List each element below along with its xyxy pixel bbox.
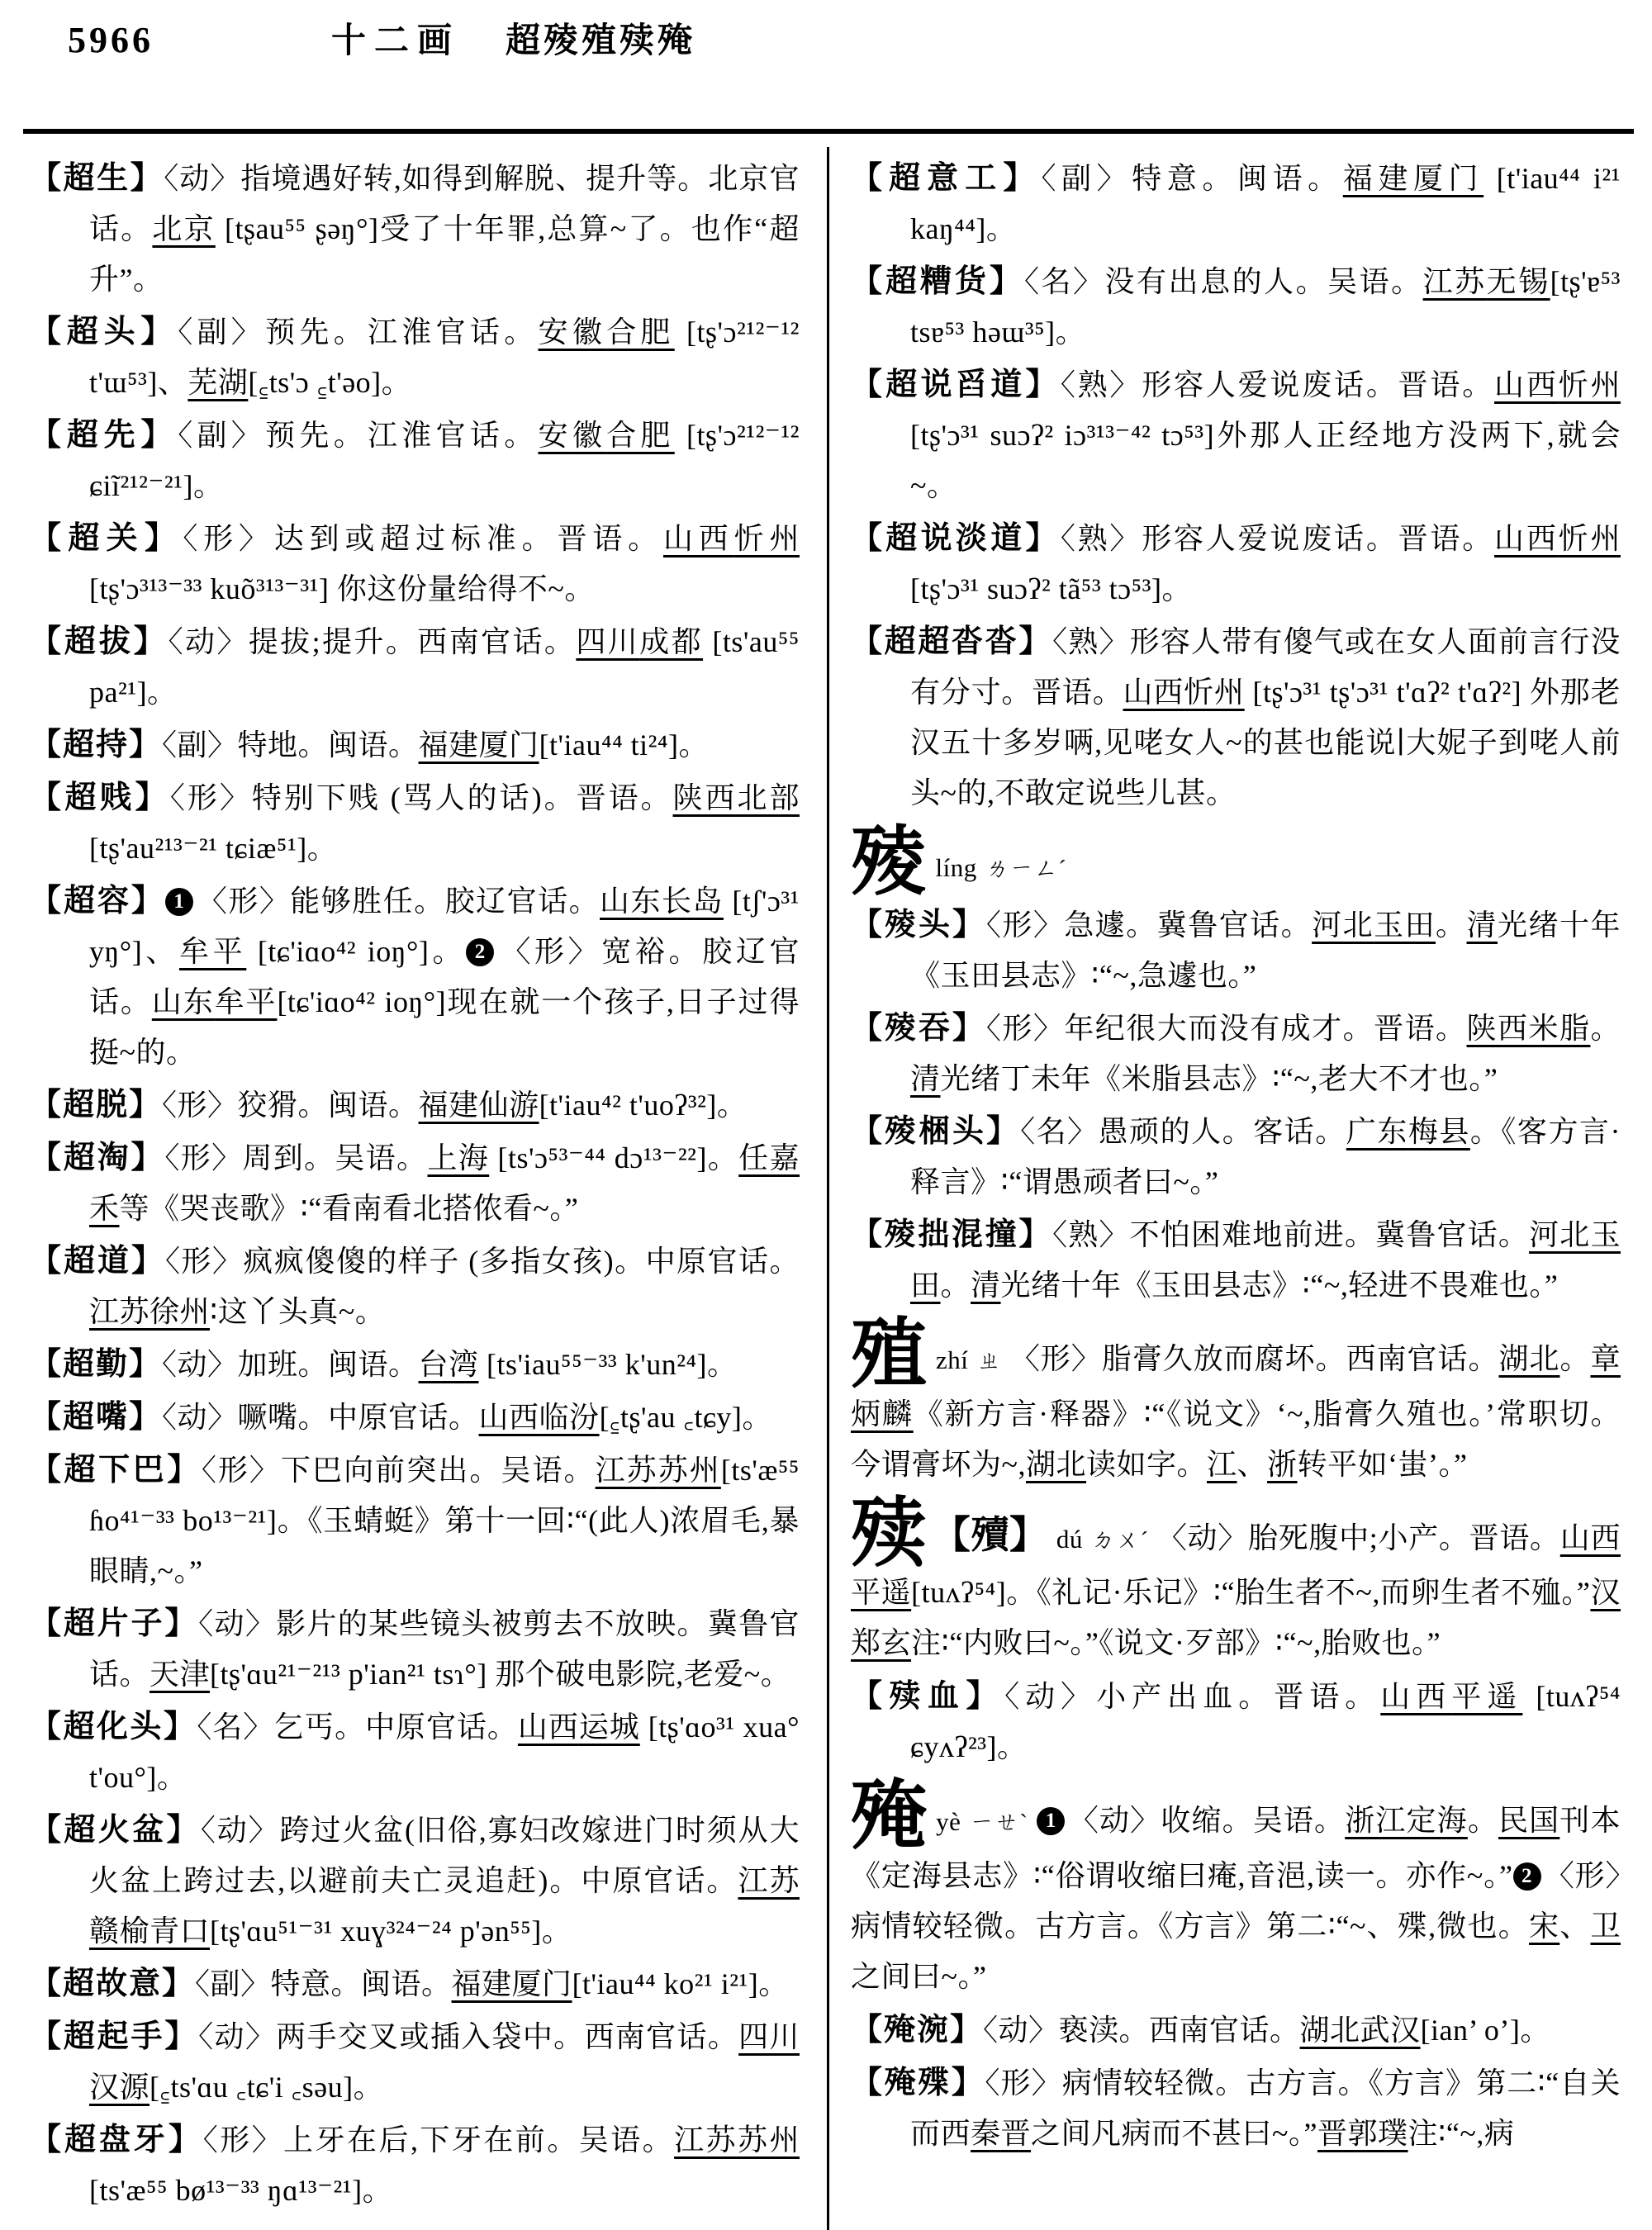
definition-text: [tɕ'iɑo⁴² ioŋ°]现在就一个孩子,日子过得挺~的。 xyxy=(89,985,800,1069)
entry-headword: 【超先】 xyxy=(30,418,178,453)
definition-text: 注∶“内败曰~。”《说文·歹部》∶“~,胎败也。” xyxy=(911,1626,1441,1660)
definition-text: 〈形〉病情较轻微。古方言。《方言》第二∶“~、殜,微也。 xyxy=(851,1859,1621,1943)
entry-headword: 【超意工】 xyxy=(851,161,1042,196)
dictionary-entry xyxy=(30,1236,800,1337)
circled-sense-number: 2 xyxy=(466,938,494,966)
definition-text: 〈形〉脂膏久放而腐坏。西南官话。 xyxy=(1009,1341,1499,1375)
entry-headword: 【超勤】 xyxy=(30,1347,163,1382)
entry-headword: 【超说舀道】 xyxy=(851,368,1061,402)
dictionary-entry xyxy=(30,773,800,874)
entry-headword: 【殗殜】 xyxy=(851,2066,985,2101)
header-rule xyxy=(23,129,1634,134)
definition-text: 。 xyxy=(1436,908,1467,942)
proper-noun: 合肥 xyxy=(606,419,675,452)
head-character-entry xyxy=(851,1312,1621,1490)
dictionary-entry xyxy=(30,1393,800,1443)
entry-headword: 【超容】 xyxy=(30,884,165,918)
proper-noun: 江苏 xyxy=(89,1295,150,1328)
proper-noun: 武汉 xyxy=(1360,2014,1421,2047)
proper-noun: 长岛 xyxy=(662,885,724,918)
proper-noun: 平遥 xyxy=(1451,1680,1523,1714)
proper-noun: 福建 xyxy=(451,1967,512,2000)
entry-headword: 【殗涴】 xyxy=(851,2013,984,2048)
proper-noun: 成都 xyxy=(639,625,703,658)
proper-noun: 湖北 xyxy=(1498,1341,1560,1375)
head-character-entry xyxy=(851,820,1621,904)
proper-noun: 厦门 xyxy=(478,728,539,762)
definition-text: 〈形〉狡猾。闽语。 xyxy=(162,1089,419,1122)
dictionary-entry xyxy=(851,514,1621,614)
definition-text: 读如字。 xyxy=(1086,1447,1208,1481)
dictionary-entry xyxy=(30,1959,800,2009)
definition-text: [tɕ'iɑo⁴² ioŋ°]。 xyxy=(246,935,467,968)
definition-text: 注∶“~,病 xyxy=(1408,2117,1515,2151)
dictionary-entry xyxy=(851,257,1621,358)
definition-text: 〈名〉愚顽的人。客话。 xyxy=(1020,1114,1346,1148)
proper-noun: 米脂 xyxy=(1528,1011,1591,1045)
definition-text: 〈动〉加班。闽语。 xyxy=(162,1348,419,1381)
proper-noun: 上海 xyxy=(427,1141,490,1174)
definition-text: [tuʌʔ⁵⁴ ɕyʌʔ²³]。 xyxy=(910,1680,1621,1764)
proper-noun: 台湾 xyxy=(418,1348,479,1381)
definition-text: 〈副〉特意。闽语。 xyxy=(1041,162,1343,195)
definition-text: 〈形〉病情较轻微。古方言。《方言》第二∶“自关而西 xyxy=(910,2066,1621,2151)
dictionary-entry xyxy=(30,1080,800,1131)
definition-text: 〈动〉影片的某些镜头被剪去不放映。冀鲁官话。 xyxy=(89,1607,800,1691)
head-character: 殖 xyxy=(851,1312,928,1397)
entry-headword: 【超头】 xyxy=(30,315,178,349)
proper-noun: 福建 xyxy=(418,1089,479,1122)
entry-headword: 【超盘牙】 xyxy=(30,2123,203,2157)
proper-noun: 宋 xyxy=(1529,1910,1560,1943)
definition-text: 〈形〉下巴向前突出。吴语。 xyxy=(201,1454,596,1487)
dictionary-entry xyxy=(30,1340,800,1390)
entry-headword: 【超火盆】 xyxy=(30,1813,201,1848)
proper-noun: 江苏 xyxy=(738,1864,800,1897)
proper-noun: 山西 xyxy=(478,1401,539,1434)
definition-text: 〈形〉急遽。冀鲁官话。 xyxy=(985,908,1313,942)
proper-noun: 陕西 xyxy=(1466,1011,1529,1045)
proper-noun: 汉 xyxy=(1590,1576,1621,1610)
proper-noun: 河北 xyxy=(1312,908,1374,942)
proper-noun: 湖北 xyxy=(1025,1447,1086,1481)
proper-noun: 安徽 xyxy=(538,419,607,452)
definition-text: 光绪十年《玉田县志》∶“~,急遽也。” xyxy=(910,908,1621,992)
proper-noun: 山西 xyxy=(1494,522,1559,555)
left-column xyxy=(30,154,800,2227)
header-head-characters: 超㱥殖㱩殗 xyxy=(506,22,696,60)
proper-noun: 临汾 xyxy=(539,1401,600,1434)
definition-text: [ts'æ⁵⁵ ɦo⁴¹⁻³³ bo¹³⁻²¹]。《玉蜻蜓》第十一回∶“(此人)浓眉毛,暴眼睛,~。” xyxy=(89,1454,800,1587)
proper-noun: 郑玄 xyxy=(851,1626,912,1660)
pinyin: zhí xyxy=(935,1345,969,1374)
entry-headword: 【㱥吞】 xyxy=(851,1010,986,1046)
dictionary-entry xyxy=(30,720,800,771)
dictionary-entry xyxy=(30,2012,800,2113)
proper-noun: 浙 xyxy=(1267,1447,1298,1481)
head-character: 㱩 xyxy=(851,1491,928,1576)
pinyin: líng xyxy=(935,853,977,882)
entry-headword: 【超糟货】 xyxy=(851,264,1025,299)
definition-text: 《新方言·释器》∶“《说文》‘~,脂膏久殖也。’常职切。今谓膏坏为~, xyxy=(851,1397,1621,1481)
definition-text: 〈副〉预先。江淮官话。 xyxy=(178,316,539,349)
entry-headword: 【超道】 xyxy=(30,1244,165,1279)
entry-headword: 【㱥梱头】 xyxy=(851,1113,1021,1149)
proper-noun: 山西 xyxy=(1559,1521,1621,1554)
definition-text: [tʂ'ɑo³¹ xua° t'ou°]。 xyxy=(89,1710,800,1794)
definition-text: 〈形〉疯疯傻傻的样子 (多指女孩)。中原官话。 xyxy=(164,1245,800,1278)
entry-headword: 【超嘴】 xyxy=(30,1400,163,1435)
definition-text: 〈动〉跨过火盆(旧俗,寡妇改嫁进门时须从大火盆上跨过去,以避前夫亡灵追赶)。中原官话。 xyxy=(89,1814,800,1897)
proper-noun: 河北 xyxy=(1529,1217,1591,1251)
dictionary-entry xyxy=(851,1107,1621,1208)
definition-text: [t'iau⁴² t'uoʔ³²]。 xyxy=(539,1089,748,1122)
proper-noun: 徐州 xyxy=(150,1295,211,1328)
proper-noun: 平遥 xyxy=(851,1576,912,1610)
dictionary-entry xyxy=(30,617,800,718)
proper-noun: 赣榆青口 xyxy=(89,1914,211,1948)
proper-noun: 清 xyxy=(910,1061,941,1095)
proper-noun: 忻州 xyxy=(733,522,800,555)
entry-headword: 【超说淡道】 xyxy=(851,521,1061,556)
entry-headword: 【超淘】 xyxy=(30,1141,165,1175)
dictionary-entry xyxy=(30,154,800,305)
definition-text: 。 xyxy=(940,1268,971,1302)
definition-text: 光绪丁未年《米脂县志》∶“~,老大不才也。” xyxy=(940,1061,1498,1095)
definition-text: [tuʌʔ⁵⁴]。《礼记·乐记》∶“胎生者不~,而卵生者不殈。” xyxy=(911,1576,1591,1610)
definition-text: 〈动〉小产出血。晋语。 xyxy=(1004,1680,1381,1714)
proper-noun: 厦门 xyxy=(511,1967,572,2000)
proper-noun: 牟平 xyxy=(214,985,278,1018)
dictionary-entry xyxy=(30,876,800,1078)
entry-headword: 【㱥拙混撞】 xyxy=(851,1217,1053,1252)
proper-noun: 玉田 xyxy=(910,1217,1621,1302)
proper-noun: 广东 xyxy=(1346,1114,1408,1148)
definition-text: [t'iau⁴⁴ i²¹ kaŋ⁴⁴]。 xyxy=(910,162,1621,245)
definition-text: 〈动〉提拔;提升。西南官话。 xyxy=(168,625,577,658)
proper-noun: 任嘉禾 xyxy=(89,1141,800,1225)
entry-headword: 【超贱】 xyxy=(30,780,170,815)
circled-sense-number: 1 xyxy=(165,888,193,916)
definition-text: 〈动〉噘嘴。中原官话。 xyxy=(162,1401,479,1434)
dictionary-entry xyxy=(851,360,1621,511)
proper-noun: 山东 xyxy=(600,885,662,918)
definition-text: [tʂ'ɑu²¹⁻²¹³ p'ian²¹ tsɿ°] 那个破电影院,老爱~。 xyxy=(210,1658,791,1691)
proper-noun: 苏州 xyxy=(738,2123,800,2156)
definition-text: 光绪十年《玉田县志》∶“~,轻进不畏难也。” xyxy=(1000,1268,1559,1302)
definition-text: 〈动〉胎死腹中;小产。晋语。 xyxy=(1156,1521,1560,1554)
definition-text: 〈熟〉形容人爱说废话。晋语。 xyxy=(1060,522,1495,555)
definition-text: [tʂ'ɑu⁵¹⁻³¹ xuɣ³²⁴⁻²⁴ p'ən⁵⁵]。 xyxy=(210,1914,572,1948)
proper-noun: 湖北 xyxy=(1299,2014,1360,2047)
entry-headword: 【㱥头】 xyxy=(851,907,986,942)
proper-noun: 苏州 xyxy=(657,1454,721,1487)
proper-noun: 民国 xyxy=(1498,1804,1560,1838)
proper-noun: 江苏 xyxy=(1422,265,1487,298)
definition-text: 〈形〉达到或超过标准。晋语。 xyxy=(183,522,663,555)
head-character: 㱥 xyxy=(851,820,928,904)
definition-text: 〈名〉没有出息的人。吴语。 xyxy=(1024,265,1423,298)
proper-noun: 北京 xyxy=(152,212,216,245)
definition-text: 〈副〉特地。闽语。 xyxy=(162,728,419,762)
dictionary-entry xyxy=(851,2005,1621,2056)
definition-text: [ts'iau⁵⁵⁻³³ k'un²⁴]。 xyxy=(478,1348,738,1381)
proper-noun: 山东 xyxy=(151,985,215,1018)
definition-text: 刊本《定海县志》∶“俗谓收缩曰痷,音浥,读一。亦作~。” xyxy=(851,1804,1621,1893)
proper-noun: 郭璞 xyxy=(1347,2117,1408,2151)
proper-noun: 江苏 xyxy=(595,1454,658,1487)
proper-noun: 江苏 xyxy=(674,2123,738,2156)
proper-noun: 福建 xyxy=(418,728,479,762)
proper-noun: 牟平 xyxy=(178,935,247,968)
proper-noun: 安徽 xyxy=(538,316,607,349)
definition-text: [tʂ'ɔ³¹ suɔʔ² iɔ³¹³⁻⁴² tɔ⁵³]外那人正经地方没两下,就会~。 xyxy=(910,419,1621,502)
variant-form: 【殰】 xyxy=(932,1513,1048,1556)
stroke-count-section: 十二画 xyxy=(331,22,461,60)
dictionary-entry xyxy=(851,154,1621,254)
head-character-entry xyxy=(851,1491,1621,1669)
dictionary-entry xyxy=(30,307,800,408)
proper-noun: 仙游 xyxy=(478,1089,539,1122)
definition-text: 。 xyxy=(1559,1341,1591,1375)
proper-noun: 玉田 xyxy=(1374,908,1436,942)
definition-text: [tʂ'ɔ²¹²⁻¹² t'ɯ⁵³]、 xyxy=(89,316,800,399)
page-header xyxy=(68,13,695,63)
proper-noun: 无锡 xyxy=(1486,265,1550,298)
dictionary-entry xyxy=(30,1445,800,1597)
dictionary-entry xyxy=(851,900,1621,1001)
proper-noun: 忻州 xyxy=(1184,676,1245,709)
definition-text: 〈形〉年纪很大而没有成才。晋语。 xyxy=(985,1011,1467,1045)
definition-text: [tʂau⁵⁵ ʂəŋ°]受了十年罪,总算~了。也作“超升”。 xyxy=(89,212,800,296)
definition-text: [ts'ɔ⁵³⁻⁴⁴ dɔ¹³⁻²²]。 xyxy=(489,1141,739,1174)
entry-headword: 【超片子】 xyxy=(30,1606,199,1641)
proper-noun: 山西 xyxy=(1494,368,1559,401)
definition-text: 〈熟〉不怕困难地前进。冀鲁官话。 xyxy=(1052,1217,1530,1251)
proper-noun: 芜湖 xyxy=(188,366,249,399)
entry-headword: 【超拔】 xyxy=(30,624,169,659)
definition-text: 〈熟〉形容人爱说废话。晋语。 xyxy=(1060,368,1495,401)
definition-text: 〈动〉亵渎。西南官话。 xyxy=(983,2014,1300,2047)
head-character: 殗 xyxy=(851,1774,928,1859)
definition-text: 〈形〉宽裕。胶辽官话。 xyxy=(89,935,800,1018)
proper-noun: 清 xyxy=(971,1268,1001,1302)
zhuyin: ㄓ xyxy=(976,1347,1002,1374)
definition-text: 转平如‘蚩’。” xyxy=(1297,1447,1468,1481)
entry-headword: 【超起手】 xyxy=(30,2019,199,2054)
proper-noun: 山西 xyxy=(1123,676,1184,709)
dictionary-entry xyxy=(30,514,800,614)
definition-text: 之间凡病而不甚曰~。” xyxy=(1031,2117,1318,2151)
definition-text: [꜁ts'ɑu ꜀tɕ'i ꜀səu]。 xyxy=(150,2071,384,2104)
definition-text: 、 xyxy=(1237,1447,1268,1481)
proper-noun: 山西 xyxy=(517,1710,579,1744)
definition-text: [tʂ'ɔ³¹ suɔʔ² tã⁵³ tɔ⁵³]。 xyxy=(910,572,1192,605)
definition-text: [t'iau⁴⁴ ko²¹ i²¹]。 xyxy=(572,1967,789,2000)
circled-sense-number: 1 xyxy=(1037,1807,1065,1835)
page-number: 5966 xyxy=(68,20,154,60)
definition-text: [ian’ o’]。 xyxy=(1420,2014,1550,2047)
proper-noun: 梅县 xyxy=(1408,1114,1470,1148)
definition-text: 〈动〉指境遇好转,如得到解脱、提升等。北京官话。 xyxy=(89,162,800,245)
dictionary-entry xyxy=(30,1805,800,1957)
zhuyin: ㄌㄧㄥˊ xyxy=(985,856,1067,882)
proper-noun: 晋 xyxy=(1000,2117,1032,2151)
entry-headword: 【超脱】 xyxy=(30,1088,163,1122)
definition-text: [꜁tʂ'au ꜀tɕy]。 xyxy=(599,1401,772,1434)
definition-text: [tʂ'ɔ²¹²⁻¹² ɕiĩ²¹²⁻²¹]。 xyxy=(89,419,800,502)
dictionary-entry xyxy=(851,1672,1621,1772)
proper-noun: 四川 xyxy=(576,625,640,658)
proper-noun: 厦门 xyxy=(1412,162,1484,195)
pinyin: dú xyxy=(1056,1524,1083,1554)
proper-noun: 晋 xyxy=(1317,2117,1348,2151)
head-character-entry xyxy=(851,1774,1621,2002)
entry-headword: 【超持】 xyxy=(30,728,163,762)
definition-text: 〈副〉特意。闽语。 xyxy=(195,1967,452,2000)
definition-text: [tʂ'ɔ³¹ tʂ'ɔ³¹ t'ɑʔ² t'ɑʔ²] 外那老汉五十多岁唡,见咾女人~的甚也能说∣大妮子到咾人前头~的,不敢定说些儿甚。 xyxy=(910,676,1621,809)
definition-text: 等《哭丧歌》∶“看南看北搭侬看~。” xyxy=(119,1192,579,1225)
definition-text: 之间曰~。” xyxy=(851,1960,987,1994)
dictionary-entry xyxy=(30,1599,800,1700)
definition-text: [ts'au⁵⁵ pa²¹]。 xyxy=(89,625,800,709)
proper-noun: 合肥 xyxy=(606,316,675,349)
definition-text: ∶这丫头真~。 xyxy=(210,1295,386,1328)
proper-noun: 山西 xyxy=(662,522,734,555)
pinyin: yè xyxy=(936,1807,961,1837)
definition-text: 〈形〉特别下贱 (骂人的话)。晋语。 xyxy=(169,781,673,814)
proper-noun: 清 xyxy=(1466,908,1498,942)
entry-headword: 【超下巴】 xyxy=(30,1453,202,1487)
entry-headword: 【超生】 xyxy=(30,161,164,196)
proper-noun: 运城 xyxy=(578,1710,640,1744)
definition-text: 〈形〉上牙在后,下牙在前。吴语。 xyxy=(202,2123,675,2156)
definition-text: 〈动〉收缩。吴语。 xyxy=(1068,1804,1346,1838)
proper-noun: 江 xyxy=(1207,1447,1237,1481)
definition-text: 〈熟〉形容人带有傻气或在女人面前言行没有分寸。晋语。 xyxy=(910,625,1621,709)
definition-text: [tʂ'ɔ³¹³⁻³³ kuõ³¹³⁻³¹] 你这份量给得不~。 xyxy=(89,572,595,605)
definition-text: 〈动〉两手交叉或插入袋中。西南官话。 xyxy=(198,2020,739,2053)
definition-text: 。《客方言·释言》∶“谓愚顽者曰~。” xyxy=(910,1114,1621,1198)
proper-noun: 定海 xyxy=(1406,1804,1468,1838)
entry-headword: 【超超沓沓】 xyxy=(851,624,1053,659)
entry-headword: 【㱩血】 xyxy=(851,1679,1005,1715)
definition-text: 。 xyxy=(1590,1011,1621,1045)
proper-noun: 福建 xyxy=(1342,162,1413,195)
entry-headword: 【超关】 xyxy=(30,521,183,556)
dictionary-entry xyxy=(30,1133,800,1234)
proper-noun: 山西 xyxy=(1380,1680,1452,1714)
proper-noun: 忻州 xyxy=(1558,522,1621,555)
proper-noun: 忻州 xyxy=(1558,368,1621,401)
definition-text: [t'iau⁴⁴ ti²⁴]。 xyxy=(539,728,709,762)
circled-sense-number: 2 xyxy=(1513,1862,1541,1891)
proper-noun: 天津 xyxy=(150,1658,211,1691)
definition-text: 〈副〉预先。江淮官话。 xyxy=(178,419,539,452)
right-column xyxy=(851,154,1621,2227)
zhuyin: ㄉㄨˊ xyxy=(1090,1526,1149,1554)
dictionary-entry xyxy=(30,1702,800,1803)
definition-text: 、 xyxy=(1559,1910,1591,1943)
zhuyin: ㄧㄝˋ xyxy=(969,1810,1029,1837)
proper-noun: 四川 xyxy=(738,2020,800,2053)
proper-noun: 秦 xyxy=(971,2117,1001,2151)
column-divider xyxy=(827,147,829,2230)
proper-noun: 陕西北部 xyxy=(672,781,800,814)
dictionary-entry xyxy=(851,1004,1621,1104)
definition-text: [tʃ'ɔ³¹ yŋ°]、 xyxy=(89,885,800,968)
dictionary-entry xyxy=(30,2115,800,2216)
dictionary-entry xyxy=(30,410,800,511)
definition-text: 〈形〉周到。吴语。 xyxy=(164,1141,428,1174)
entry-headword: 【超故意】 xyxy=(30,1967,196,2001)
proper-noun: 浙江 xyxy=(1345,1804,1407,1838)
definition-text: 〈形〉能够胜任。胶辽官话。 xyxy=(196,885,601,918)
dictionary-entry xyxy=(851,617,1621,818)
dictionary-entry xyxy=(851,2058,1621,2159)
entry-headword: 【超化头】 xyxy=(30,1710,197,1744)
dictionary-entry xyxy=(851,1210,1621,1311)
definition-text: 〈名〉乞丐。中原官话。 xyxy=(197,1710,518,1744)
proper-noun: 章炳麟 xyxy=(851,1341,1621,1431)
proper-noun: 卫 xyxy=(1590,1910,1621,1943)
proper-noun: 汉源 xyxy=(89,2071,150,2104)
definition-text: [ts'æ⁵⁵ bø¹³⁻³³ ŋɑ¹³⁻²¹]。 xyxy=(89,2174,393,2207)
definition-text: [꜁ts'ɔ ꜁t'əo]。 xyxy=(248,366,412,399)
definition-text: 。 xyxy=(1467,1804,1498,1838)
definition-text: [tʂ'au²¹³⁻²¹ tɕiæ⁵¹]。 xyxy=(89,832,338,865)
definition-text: [tʂ'ɐ⁵³ tsɐ⁵³ həɯ³⁵]。 xyxy=(910,265,1621,349)
